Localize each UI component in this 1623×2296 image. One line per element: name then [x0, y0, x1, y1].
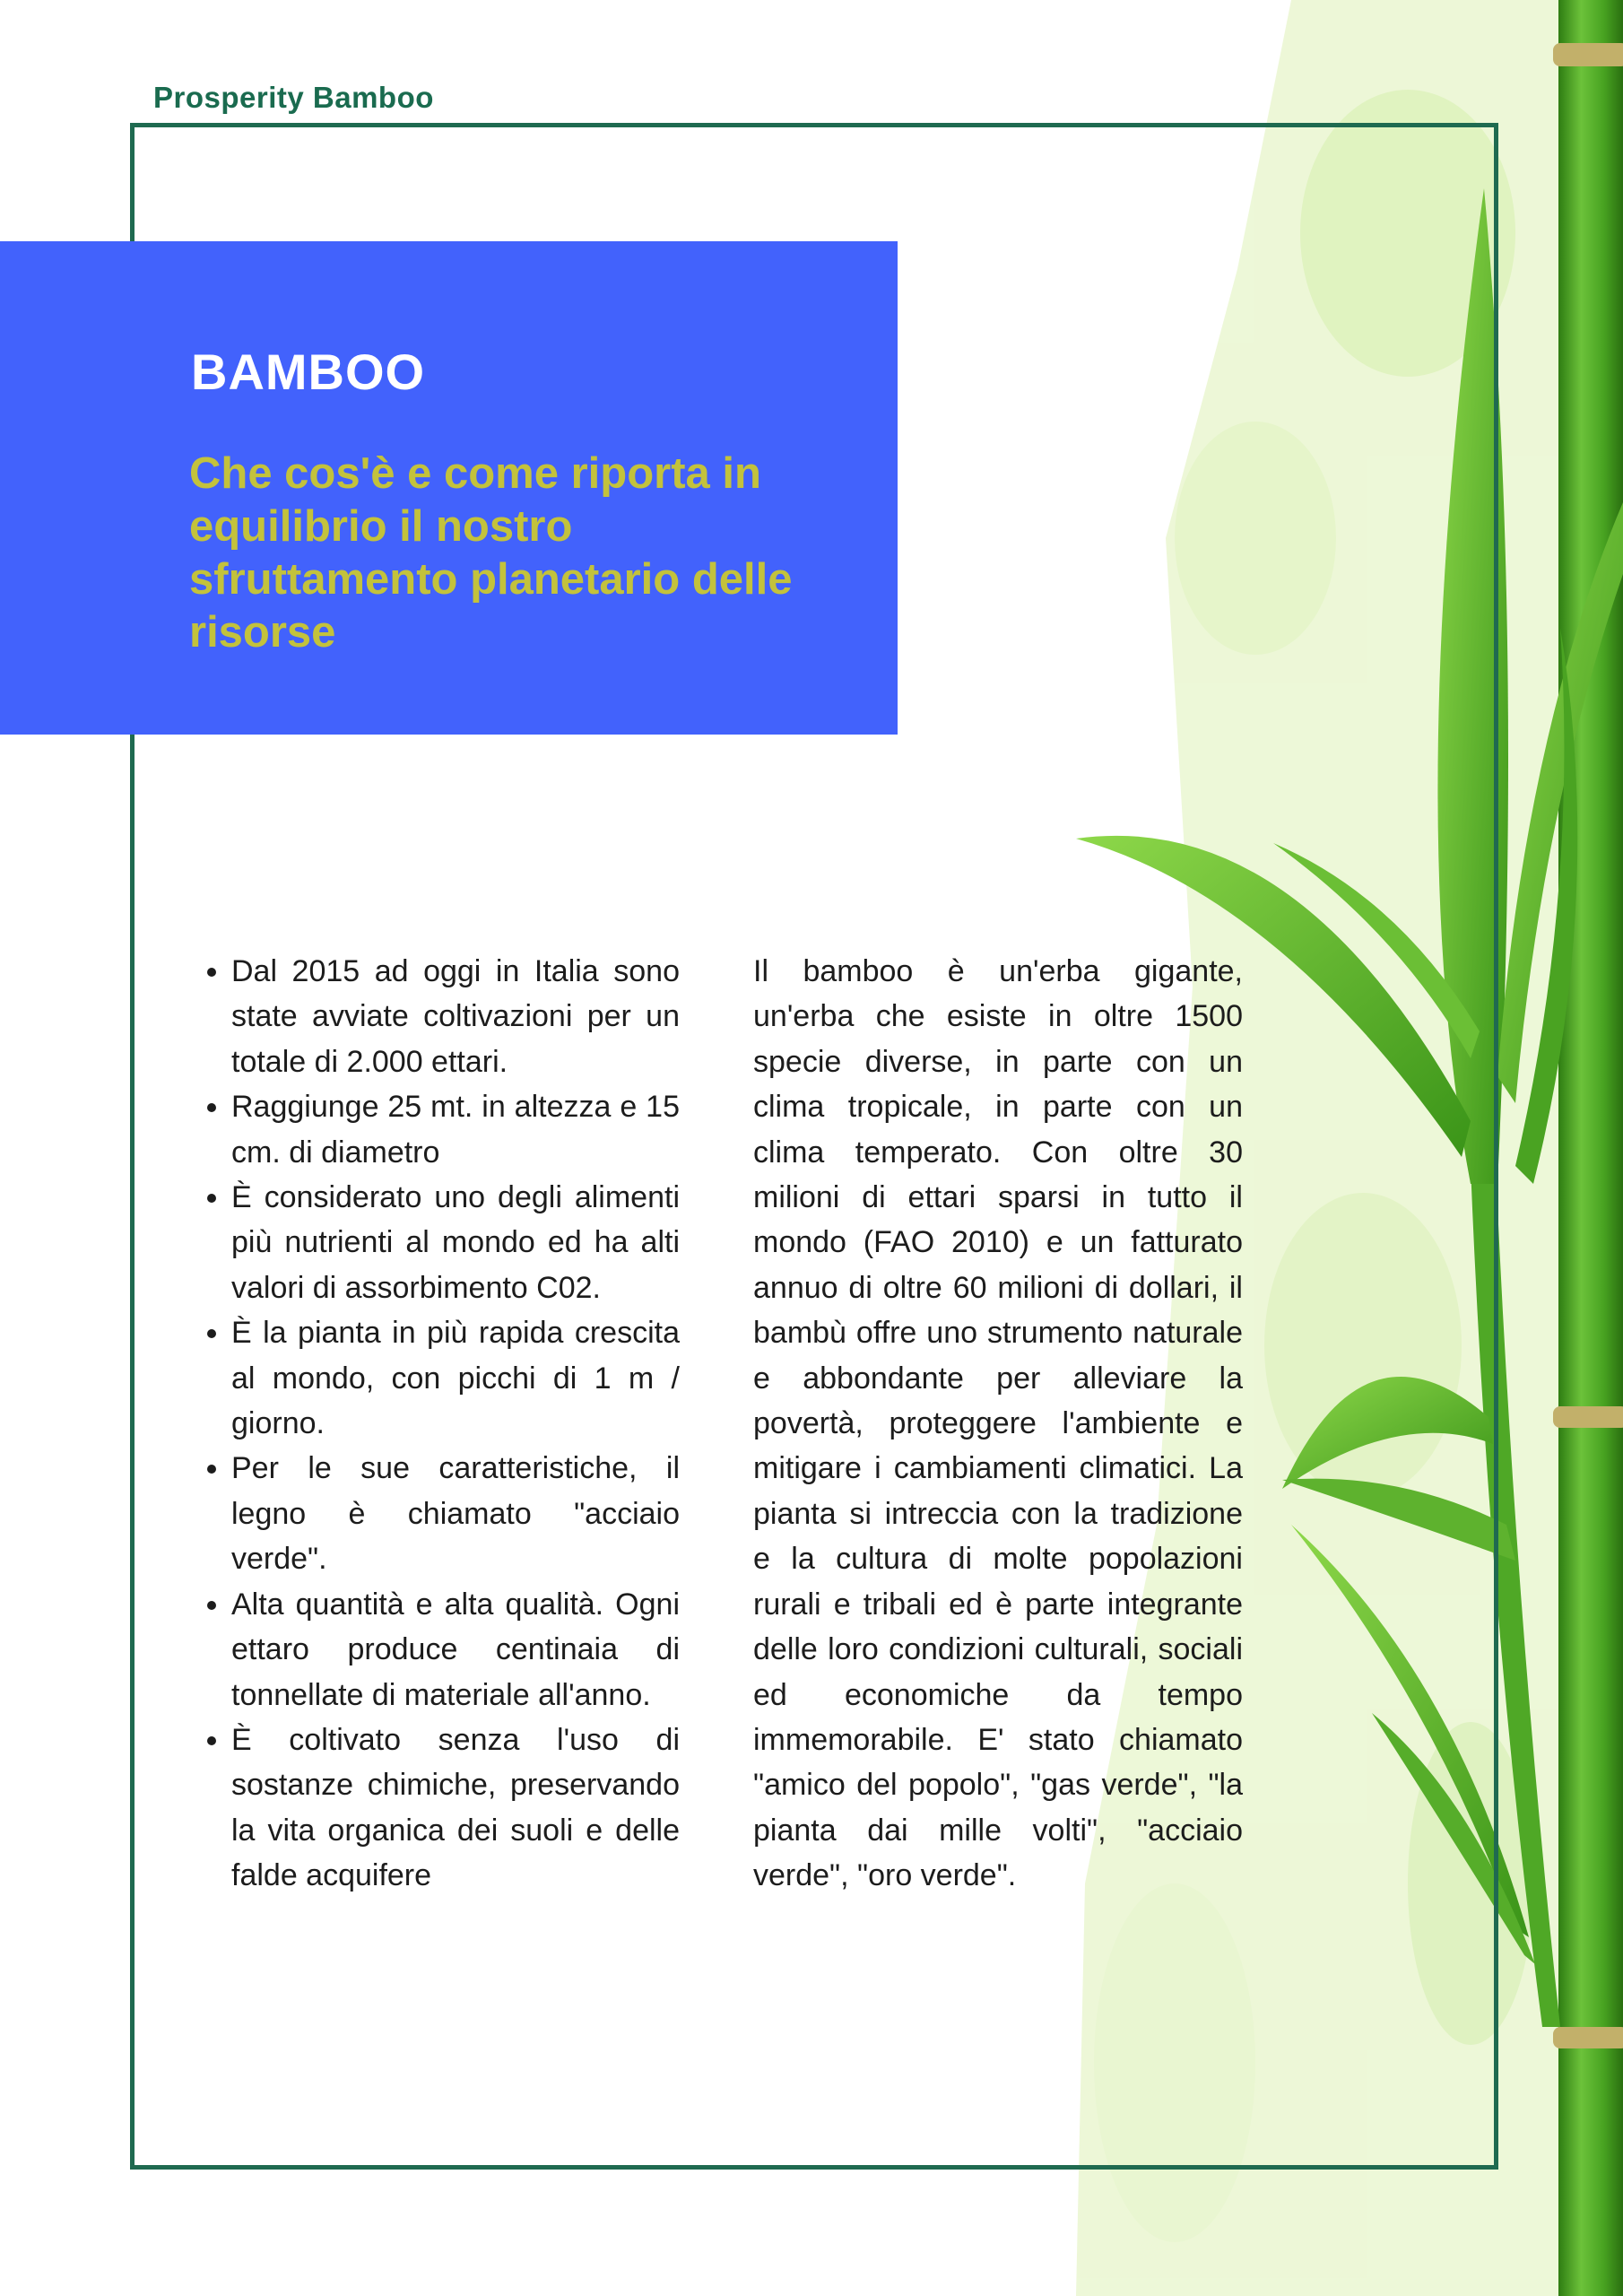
bullet-item: • È considerato uno degli alimenti più nutrienti al mondo ed ha alti valori di assorbimento C02. [231, 1175, 680, 1310]
bullet-item: • Raggiunge 25 mt. in altezza e 15 cm. di diametro [231, 1084, 680, 1175]
title-block [0, 241, 898, 735]
bamboo-stalk [1553, 0, 1623, 2296]
bullet-item: • È la pianta in più rapida crescita al mondo, con picchi di 1 m / giorno. [231, 1310, 680, 1446]
bullet-item: • È coltivato senza l'uso di sostanze chimiche, preservando la vita organica dei suoli e delle falde acquifere [231, 1718, 680, 1899]
bullet-item: • Alta quantità e alta qualità. Ogni ettaro produce centinaia di tonnellate di materiale all'anno. [231, 1582, 680, 1718]
body-paragraph: Il bamboo è un'erba gigante, un'erba che esiste in oltre 1500 specie diverse, in parte con un clima tropicale, in parte con un clima temperato. Con oltre 30 milioni di ettari sparsi in tutto il mondo (FAO 2010) e un fatturato annuo di oltre 60 milioni di dollari, il bambù offre uno strumento naturale e abbondante per alleviare la povertà, proteggere l'ambiente e mitigare i cambiamenti climatici. La pianta si intreccia con la tradizione e la cultura di molte popolazioni rurali e tribali ed è parte integrante delle loro condizioni culturali, sociali ed economiche da tempo immemorabile. E' stato chiamato "amico del popolo", "gas verde", "la pianta dai mille volti", "acciaio verde", "oro verde". [753, 954, 1243, 1893]
header-label: Prosperity Bamboo [153, 81, 434, 114]
bullet-item: • Per le sue caratteristiche, il legno è chiamato "acciaio verde". [231, 1446, 680, 1581]
bullet-list [188, 949, 680, 1899]
bullet-item: • Dal 2015 ad oggi in Italia sono state avviate coltivazioni per un totale di 2.000 ettari. [231, 949, 680, 1084]
page-title: BAMBOO [191, 344, 426, 400]
page-subtitle: Che cos'è e come riporta in equilibrio il nostro sfruttamento planetario delle risorse [189, 449, 793, 657]
